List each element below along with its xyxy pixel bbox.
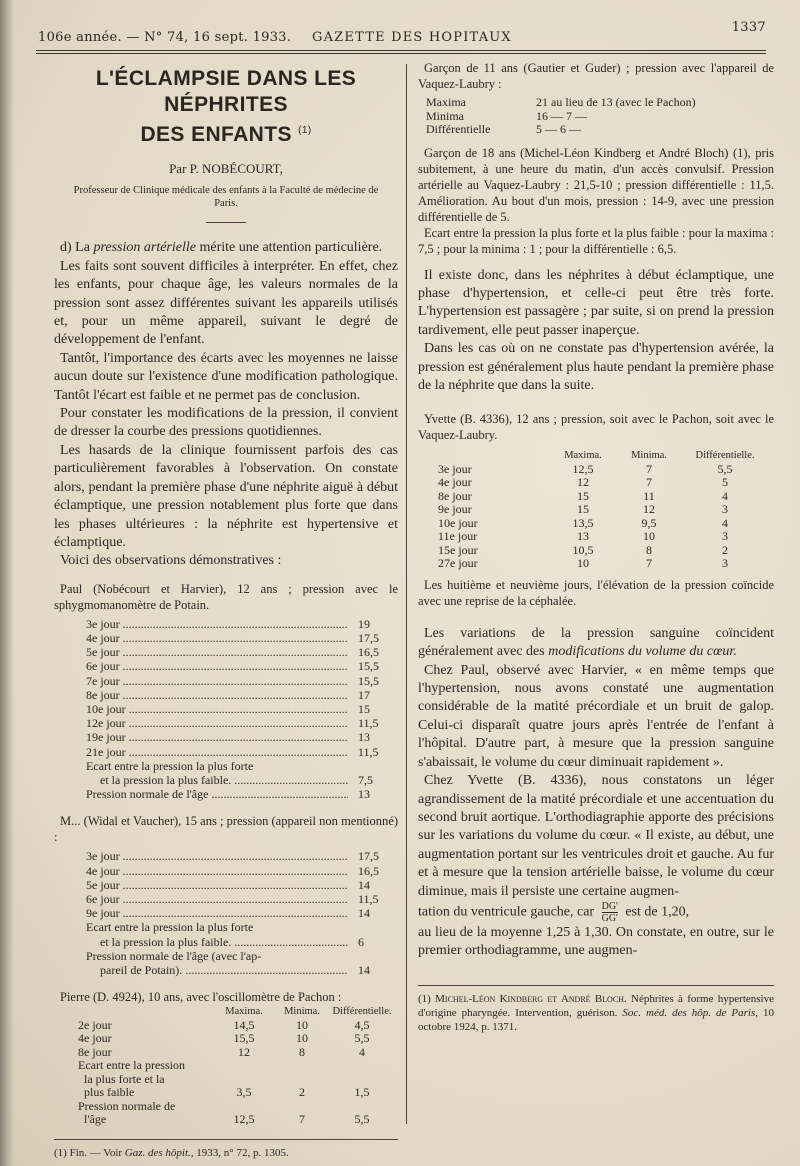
pressure-table	[426, 96, 696, 137]
table-row: Maxima 21 au lieu de 13 (avec le Pachon)	[426, 95, 696, 109]
list-item: 21e jour ..... 11,5	[86, 745, 398, 759]
list-item: 3e jour ..... 17,5	[86, 849, 398, 863]
paragraph: Il existe donc, dans les néphrites à début éclamptique, une phase d'hypertension, et celle-ci peut être très forte. L'hypertension est passagère ; par suite, si on prend la pression tardivement, elle peut passer inaperçue.	[418, 267, 774, 338]
paragraph: Les hasards de la clinique fournissent parfois des cas particulièrement favorables à l'observation. On constate alors, pendant la première phase d'une néphrite aiguë à début éclamptique, une pression notablement plus forte que dans les phases ultérieures : la néphrite est hypertensive et éclamptique.	[54, 442, 398, 550]
list-item: 4e jour ..... 17,5	[86, 631, 398, 645]
footnote: (1) Michel-Léon Kindberg et André Bloch. Néphrites à forme hypertensive d'origine pharyngée. Intervention, guérison. Soc. méd. des hôp. de Paris, 10 octobre 1924, p. 1371.	[418, 992, 775, 1033]
table-row: Ecart entre la pression la plus forte et la plus faible 3,5 2 1,5	[78, 1058, 370, 1100]
paragraph: tation du ventricule gauche, car $\frac{DG'}{GG'}$ est de 1,20,	[418, 900, 690, 924]
table-row: 4e jour 15,5 10 5,5	[78, 1031, 370, 1046]
short-rule	[206, 222, 246, 223]
table-row: 15e jour 10,5 8 2	[438, 542, 728, 557]
list-item: 9e jour ..... 14	[86, 906, 398, 920]
list-item: Ecart entre la pression la plus forte	[86, 920, 254, 935]
paragraph: Voici des observations démonstratives :	[60, 553, 282, 569]
pressure-table	[78, 1005, 394, 1127]
list-item: 8e jour ..... 17	[86, 688, 398, 702]
list-item: pareil de Potain). ..... 14	[86, 963, 398, 977]
header-rule-2	[36, 53, 766, 54]
list-item: et la pression la plus faible. ..... 7,5	[86, 773, 398, 787]
footnote-rule	[54, 1139, 398, 1140]
observation-note: Les huitième et neuvième jours, l'élévation de la pression coïncide avec une reprise de la céphalée.	[418, 577, 774, 608]
observation-intro: M... (Widal et Vaucher), 15 ans ; pression (appareil non mentionné) :	[54, 814, 398, 845]
list-item: 6e jour ..... 15,5	[86, 659, 398, 673]
observation-intro: Pierre (D. 4924), 10 ans, avec l'oscillomètre de Pachon :	[60, 990, 342, 1005]
book-spine-shadow	[0, 0, 14, 1166]
table-row: 8e jour 15 11 4	[438, 488, 728, 503]
list-item: 3e jour ..... 19	[86, 617, 398, 631]
list-item: 4e jour ..... 16,5	[86, 864, 398, 878]
list-item: 10e jour ..... 15	[86, 702, 398, 716]
table-header: Maxima. Minima. Différentielle.	[564, 450, 755, 462]
list-item: et la pression la plus faible. ..... 6	[86, 935, 398, 949]
header-rule	[36, 50, 766, 51]
pressure-table	[438, 449, 768, 571]
observation-intro: Paul (Nobécourt et Harvier), 12 ans ; pression avec le sphygmomanomètre de Potain.	[54, 581, 398, 612]
paragraph: d) La pression artérielle mérite une attention particulière.	[60, 240, 383, 256]
author: Par P. NOBÉCOURT,	[169, 161, 283, 176]
list-item: 19e jour ..... 13	[86, 730, 398, 744]
list-item: 12e jour ..... 11,5	[86, 716, 398, 730]
table-row: Minima 16 — 7 —	[426, 108, 587, 123]
fraction: $\frac{DG'}{GG'}$	[601, 900, 618, 924]
journal-title: GAZETTE DES HOPITAUX	[312, 30, 512, 45]
list-item: 7e jour ..... 15,5	[86, 674, 398, 688]
paragraph: Tantôt, l'importance des écarts avec les moyennes ne laisse aucun doute sur l'existence d'une modification pathologique. Tantôt l'écart est faible et ne permet pas de conclusion.	[54, 350, 398, 403]
table-row: 3e jour 12,5 7 5,5	[438, 461, 733, 476]
list-item: Ecart entre la pression la plus forte	[86, 758, 254, 773]
paragraph: Dans les cas où on ne constate pas d'hypertension avérée, la pression est généralement plus haute pendant la première phase de la néphrite que dans la suite.	[418, 341, 774, 393]
table-header: Maxima. Minima. Différentielle.	[225, 1006, 392, 1018]
left-column	[54, 60, 398, 1160]
issue-line: 106e année. — N° 74, 16 sept. 1933.	[38, 30, 292, 45]
paragraph: Pour constater les modifications de la pression, il convient de dresser la courbe des pressions quotidiennes.	[54, 406, 398, 440]
title-line-2: DES ENFANTS	[140, 123, 292, 146]
table-row: 4e jour 12 7 5	[438, 475, 728, 490]
right-column	[418, 60, 774, 1034]
column-divider	[406, 64, 407, 1124]
title-footnote-mark: (1)	[298, 125, 312, 136]
observation-text: Ecart entre la pression la plus forte et la plus faible : pour la maxima : 7,5 ; pour la minima : 1 ; pour la différentielle : 6,5.	[418, 225, 774, 256]
table-row: 9e jour 15 12 3	[438, 502, 728, 517]
table-row: Pression normale de l'âge 12,5 7 5,5	[78, 1098, 370, 1127]
pressure-list	[86, 849, 398, 977]
list-item: 5e jour ..... 16,5	[86, 645, 398, 659]
table-row: 2e jour 14,5 10 4,5	[78, 1017, 370, 1032]
table-row: 27e jour 10 7 3	[438, 556, 728, 571]
affiliation: Professeur de Clinique médicale des enfants à la Faculté de médecine de Paris.	[73, 185, 379, 210]
list-item: 5e jour ..... 14	[86, 878, 398, 892]
table-row: 10e jour 13,5 9,5 4	[438, 515, 728, 530]
paragraph: Chez Paul, observé avec Harvier, « en même temps que l'hypertension, nous avons constaté une augmentation considérable de la matité précordiale et un bruit de galop. Celui-ci disparaît quatre jours après l'entrée de l'enfant à l'hôpital. D'autre part, à mesure que la pression sanguine s'abaissait, le volume du cœur diminuait rapidement ».	[418, 662, 774, 770]
pressure-list	[86, 617, 398, 802]
table-row: 8e jour 12 8 4	[78, 1044, 365, 1059]
list-item: 6e jour ..... 11,5	[86, 892, 398, 906]
paragraph: Les faits sont souvent difficiles à interpréter. En effet, chez les enfants, pour chaque âge, les valeurs normales de la pression sont assez différentes suivant les appareils utilisés et, pour un même appareil, suivant le degré de développement de l'enfant.	[54, 258, 398, 348]
observation-intro: Yvette (B. 4336), 12 ans ; pression, soit avec le Pachon, soit avec le Vaquez-Laubry.	[418, 412, 774, 443]
article-title	[54, 66, 398, 148]
observation-text: Garçon de 18 ans (Michel-Léon Kindberg et André Bloch) (1), pris subitement, à une heure du matin, d'un accès convulsif. Pression artérielle au Vaquez-Laubry : 21,5-10 ; pression différentielle : 11,5. Amélioration. Au bout d'un mois, pression : 14-9, avec une pression différentielle de 5.	[418, 145, 774, 224]
observation-intro: Garçon de 11 ans (Gautier et Guder) ; pression avec l'appareil de Vaquez-Laubry :	[418, 61, 774, 91]
page-number: 1337	[731, 20, 766, 35]
table-row: Différentielle 5 — 6 —	[426, 122, 581, 136]
list-item: Pression normale de l'âge ..... 13	[86, 787, 398, 801]
table-row: 11e jour 13 10 3	[438, 529, 728, 544]
footnote-rule	[418, 985, 774, 986]
title-line-1: L'ÉCLAMPSIE DANS LES NÉPHRITES	[95, 67, 357, 116]
list-item: Pression normale de l'âge (avec l'ap-	[86, 948, 262, 963]
paragraph: Les variations de la pression sanguine coïncident généralement avec des modifications du volume du cœur.	[418, 625, 774, 660]
paragraph: au lieu de la moyenne 1,25 à 1,30. On constate, en outre, sur le premier orthodiagramme, une augmen-	[418, 924, 774, 959]
paragraph: Chez Yvette (B. 4336), nous constatons un léger agrandissement de la matité précordiale et une accentuation du second bruit aortique. L'orthodiagraphie apporte des précisions sur les variations du volume du cœur. « Il existe, au début, une augmentation portant sur les ventricules droit et gauche. Au fur et à mesure que la tension artérielle baisse, le volume du cœur diminue, mais il persiste une certaine augmen-	[418, 773, 774, 899]
footnote: (1) Fin. — Voir Gaz. des hôpit., 1933, n° 72, p. 1305.	[54, 1146, 289, 1159]
